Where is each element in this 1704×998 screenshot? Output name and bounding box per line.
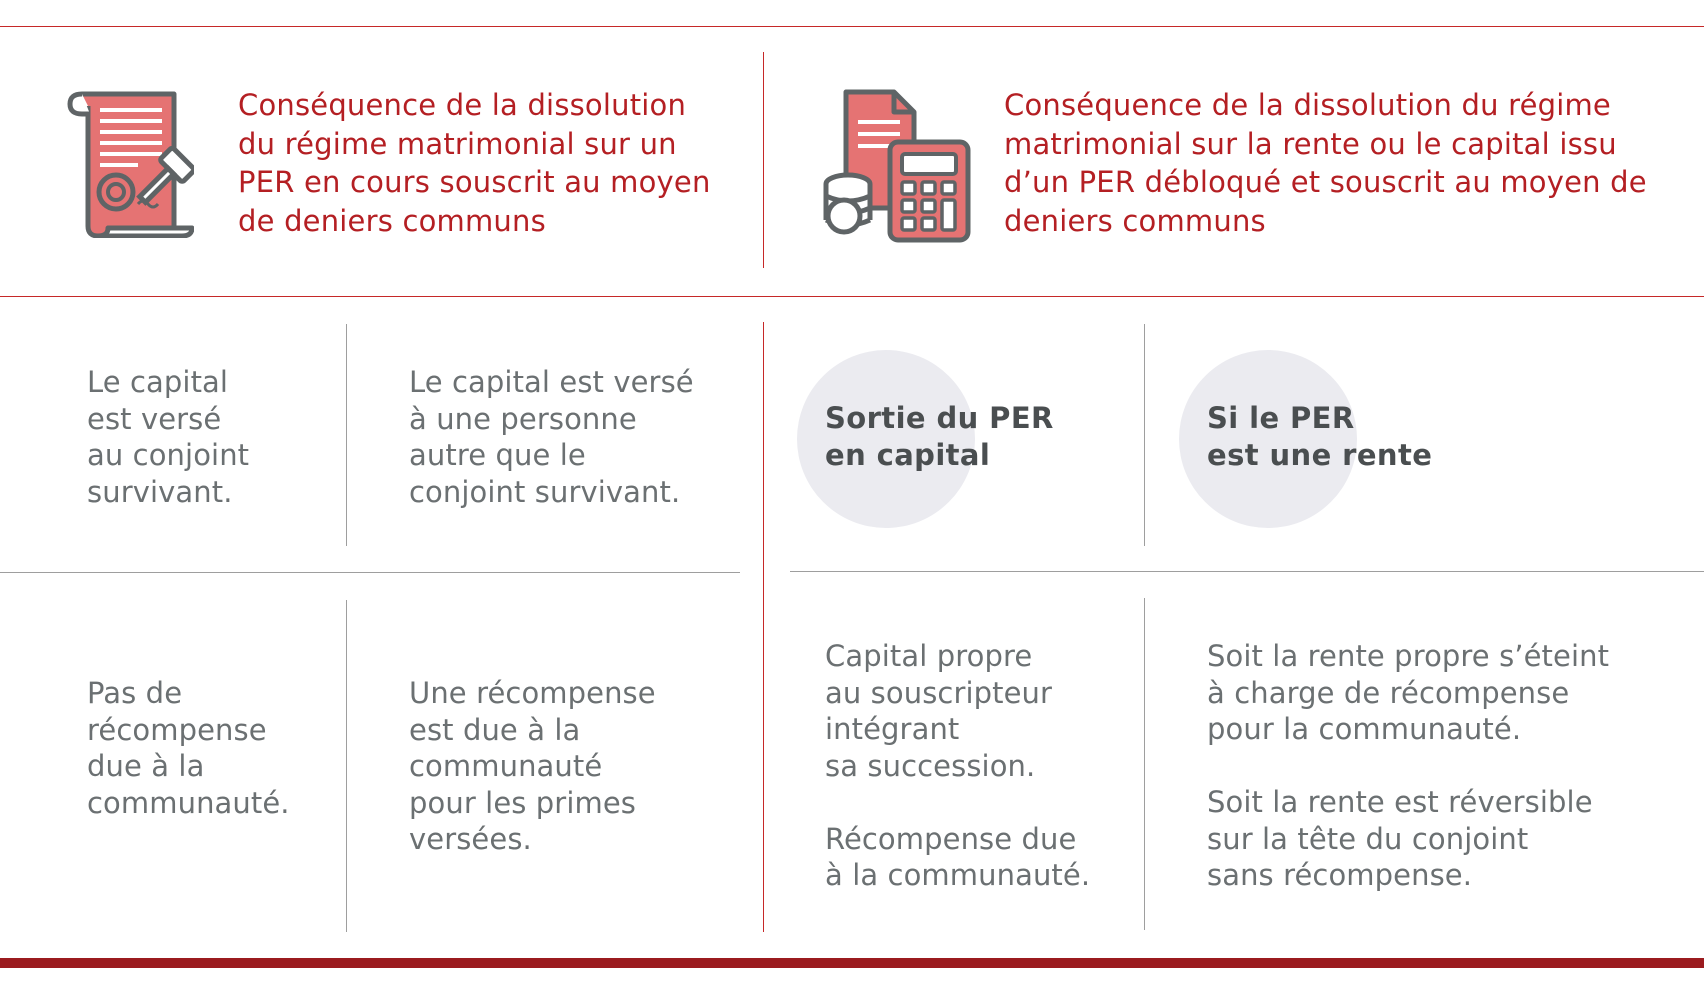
header-divider xyxy=(763,52,764,268)
cell-capital-conjoint: Le capital est versé au conjoint survivant. xyxy=(87,365,250,509)
legal-document-gavel-icon xyxy=(64,88,194,238)
header-sortie-du-per: Sortie du PER en capital xyxy=(825,401,1054,472)
bottom-bar xyxy=(0,958,1704,968)
cell-pas-de-recompense: Pas de récompense due à la communauté. xyxy=(87,676,290,820)
left-col-divider-top xyxy=(346,324,347,546)
cell-recompense-due: Une récompense est due à la communauté pour les primes versées. xyxy=(409,676,656,856)
left-col-divider-bottom xyxy=(346,600,347,932)
right-col-divider-top xyxy=(1144,324,1145,546)
left-header-title: Conséquence de la dissolution du régime matrimonial sur un PER en cours souscrit au moyen de deniers communs xyxy=(238,88,711,238)
header-si-le-per-rente: Si le PER est une rente xyxy=(1207,401,1433,472)
center-divider xyxy=(763,322,764,932)
calculator-coins-icon xyxy=(814,88,974,244)
right-header-title: Conséquence de la dissolution du régime matrimonial sur la rente ou le capital issu d’un PER débloqué et souscrit au moyen de deniers communs xyxy=(1004,88,1647,238)
right-row-divider xyxy=(790,571,1704,572)
top-rule xyxy=(0,26,1704,27)
left-row-divider xyxy=(0,572,740,573)
cell-rente-options: Soit la rente propre s’éteint à charge de récompense pour la communauté. Soit la rente est réversible sur la tête du conjoint sans récompense. xyxy=(1207,639,1610,892)
right-col-divider-bottom xyxy=(1144,598,1145,930)
header-bottom-rule xyxy=(0,296,1704,297)
cell-capital-propre: Capital propre au souscripteur intégrant sa succession. Récompense due à la communauté. xyxy=(825,639,1091,892)
cell-capital-autre-personne: Le capital est versé à une personne autre que le conjoint survivant. xyxy=(409,365,694,509)
